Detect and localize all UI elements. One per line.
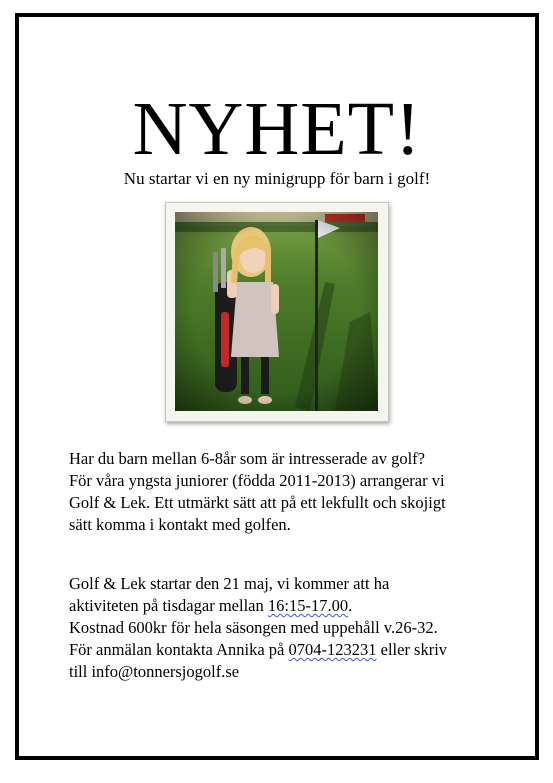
intro-line: sätt komma i kontakt med golfen. bbox=[69, 515, 291, 534]
intro-line: Golf & Lek. Ett utmärkt sätt att på ett lekfullt och skojigt bbox=[69, 493, 446, 512]
intro-paragraph bbox=[69, 448, 509, 536]
page-title: NYHET! bbox=[132, 87, 422, 171]
details-text: eller skriv bbox=[376, 640, 448, 659]
details-text: För anmälan kontakta Annika på bbox=[69, 640, 289, 659]
details-text: . bbox=[348, 596, 353, 615]
details-line: Golf & Lek startar den 21 maj, vi kommer att ha bbox=[69, 574, 390, 593]
photo-frame bbox=[165, 202, 389, 422]
details-line: till info@tonnersjogolf.se bbox=[69, 662, 240, 681]
details-text: aktiviteten på tisdagar mellan bbox=[69, 596, 268, 615]
photo-illustration bbox=[175, 212, 378, 411]
intro-line: Har du barn mellan 6-8år som är intresserade av golf? bbox=[69, 449, 425, 468]
time-range: 16:15-17.00 bbox=[267, 596, 349, 615]
details-line bbox=[69, 595, 509, 617]
phone-number: 0704-123231 bbox=[288, 640, 377, 659]
details-line: Kostnad 600kr för hela säsongen med uppehåll v.26-32. bbox=[69, 618, 438, 637]
page-subtitle: Nu startar vi en ny minigrupp för barn i golf! bbox=[123, 169, 431, 188]
details-line bbox=[69, 639, 509, 661]
details-paragraph bbox=[69, 573, 509, 683]
girl-with-golf-bag-photo bbox=[175, 212, 378, 411]
page-border bbox=[15, 13, 539, 760]
intro-line: För våra yngsta juniorer (födda 2011-2013) arrangerar vi bbox=[69, 471, 445, 490]
